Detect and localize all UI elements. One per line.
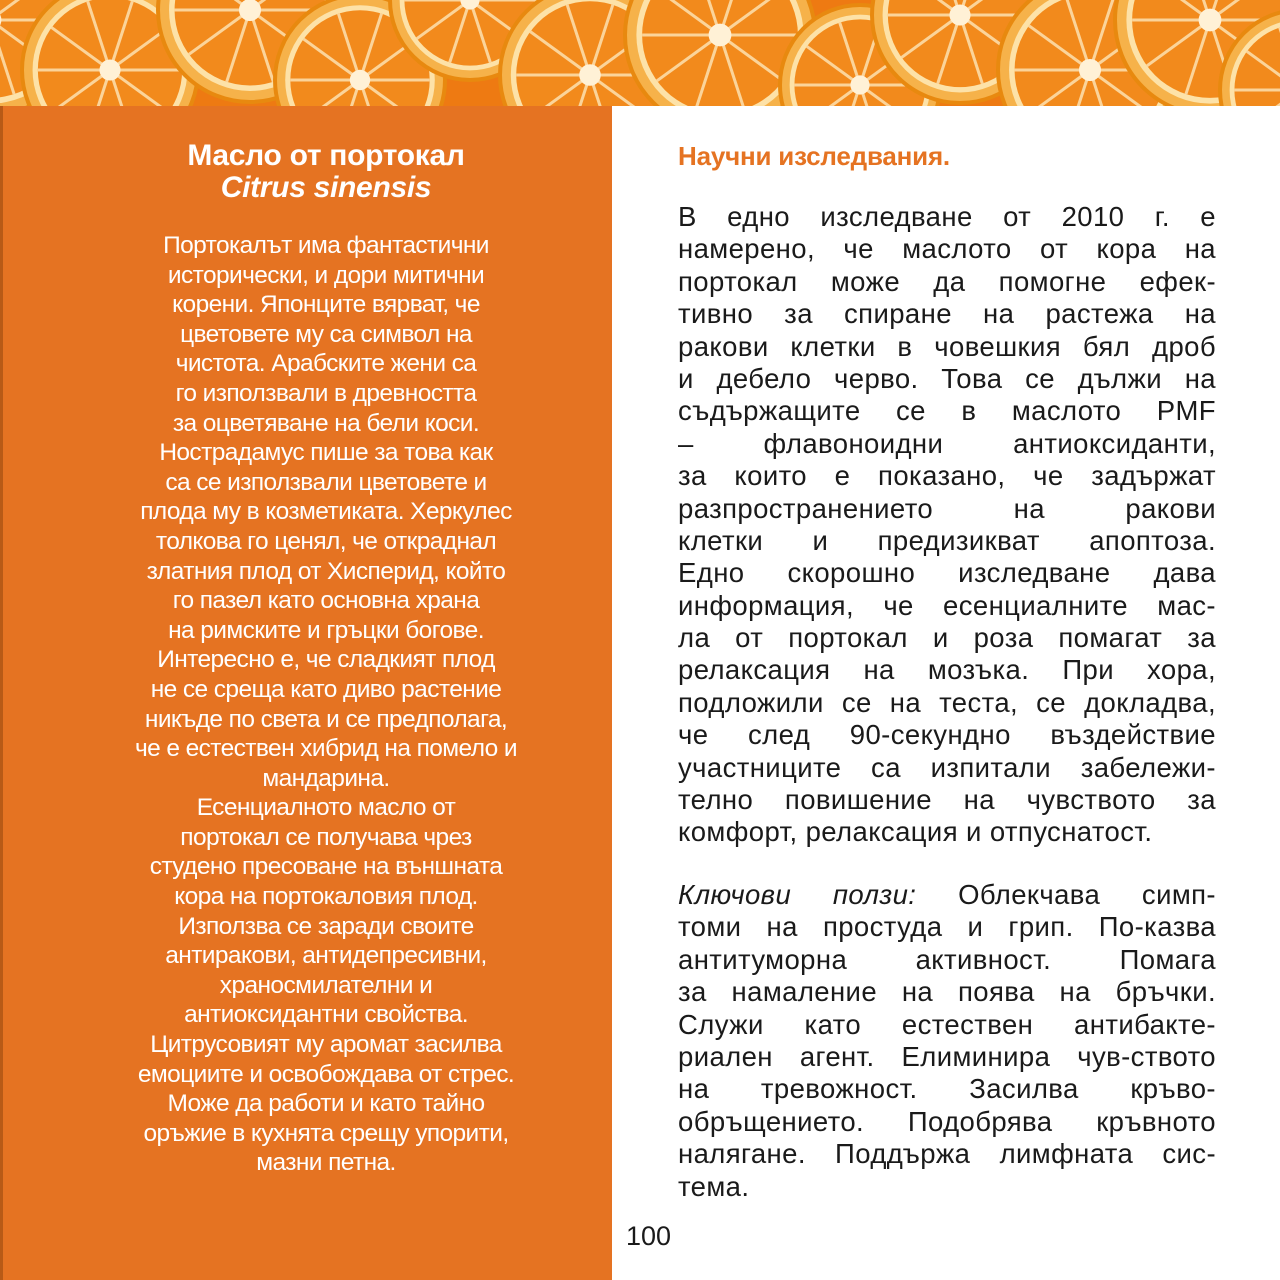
description-line: Портокалът има фантастични bbox=[163, 232, 489, 259]
description-line: за оцветяване на бели коси. bbox=[172, 409, 480, 437]
description-line: оръжие в кухнята срещу упорити, bbox=[143, 1119, 509, 1147]
description-line: Може да работи и като тайно bbox=[167, 1090, 485, 1118]
oil-description bbox=[20, 231, 632, 1178]
research-line: разпространението на ракови bbox=[678, 492, 1216, 524]
description-line: кора на портокаловия плод. bbox=[174, 883, 478, 911]
description-line: са се използвали цветовете и bbox=[165, 468, 487, 496]
description-line: антиракови, антидепресивни, bbox=[165, 942, 487, 970]
benefits-line: за намаление на поява на бръчки. bbox=[678, 976, 1216, 1008]
benefits-line: антитуморна активност. Помага bbox=[678, 943, 1216, 975]
description-line: го пазел като основна храна bbox=[172, 587, 480, 615]
description-line: толкова го ценял, че откраднал bbox=[155, 527, 497, 555]
description-line: антиоксидантни свойства. bbox=[184, 1001, 468, 1029]
key-benefits-paragraph bbox=[678, 879, 1216, 1203]
description-line: цветовете му са символ на bbox=[180, 320, 472, 348]
page-number: 100 bbox=[626, 1221, 672, 1251]
research-line: и дебело черво. Това се дължи на bbox=[678, 362, 1216, 394]
description-line: Използва се заради своите bbox=[178, 912, 474, 940]
description-line: не се среща като диво растение bbox=[150, 675, 502, 703]
description-line: чистота. Арабските жени са bbox=[175, 350, 477, 378]
key-benefits-label: Ключови ползи: bbox=[678, 879, 917, 910]
description-line: храносмилателни и bbox=[219, 971, 433, 999]
research-line: съдържащите се в маслото PMF bbox=[678, 395, 1216, 427]
oil-title: Масло от портокал bbox=[187, 139, 465, 172]
description-line: исторически, и дори митични bbox=[167, 261, 485, 289]
description-line: на римските и гръцки богове. bbox=[168, 616, 484, 644]
benefits-line: налягане. Поддържа лимфната сис- bbox=[678, 1138, 1216, 1170]
research-line: В едно изследване от 2010 г. е bbox=[678, 201, 1216, 232]
description-line: никъде по света и се предполага, bbox=[144, 705, 508, 733]
description-line: че е естествен хибрид на помело и bbox=[134, 735, 518, 763]
research-paragraph bbox=[678, 201, 1216, 849]
description-line: Есенциалното масло от bbox=[196, 794, 456, 822]
research-line: за които е показано, че задържат bbox=[678, 460, 1216, 492]
benefits-first-text: Облекчава симп- bbox=[916, 879, 1216, 910]
description-line: Интересно е, че сладкият плод bbox=[157, 646, 495, 674]
research-line: подложили се на теста, се докладва, bbox=[678, 686, 1216, 718]
description-line: го използвали в древността bbox=[175, 379, 477, 407]
description-line: плода му в козметиката. Херкулес bbox=[140, 498, 512, 526]
research-line: портокал може да помогне ефек- bbox=[678, 265, 1216, 297]
research-line: – флавоноидни антиоксиданти, bbox=[678, 427, 1216, 459]
benefits-line: томи на простуда и грип. По-казва bbox=[678, 911, 1216, 943]
benefits-lines bbox=[678, 911, 1216, 1203]
research-heading: Научни изследвания. bbox=[678, 141, 950, 171]
research-line: релаксация на мозъка. При хора, bbox=[678, 654, 1216, 686]
benefits-line: тема. bbox=[678, 1170, 750, 1202]
research-line: комфорт, релаксация и отпуснатост. bbox=[678, 816, 1153, 848]
benefits-line-first bbox=[678, 879, 1216, 911]
benefits-line: Служи като естествен антибакте- bbox=[678, 1008, 1216, 1040]
benefits-line: риален агент. Елиминира чув-ството bbox=[678, 1040, 1216, 1072]
description-line: портокал се получава чрез bbox=[180, 823, 472, 851]
research-line: информация, че есенциалните мас- bbox=[678, 589, 1216, 621]
benefits-line: обръщението. Подобрява кръвното bbox=[678, 1105, 1216, 1137]
research-line: че след 90-секундно въздействие bbox=[678, 719, 1216, 751]
description-line: мандарина. bbox=[262, 764, 390, 792]
description-line: емоциите и освобождава от стрес. bbox=[137, 1060, 515, 1088]
description-line: Нострадамус пише за това как bbox=[159, 439, 493, 467]
research-line: телно повишение на чувството за bbox=[678, 784, 1216, 816]
research-line: намерено, че маслото от кора на bbox=[678, 233, 1216, 265]
research-line: клетки и предизикват апоптоза. bbox=[678, 524, 1216, 556]
description-line: корени. Японците вярват, че bbox=[172, 291, 480, 319]
orange-slices-image bbox=[0, 0, 1280, 106]
description-line: мазни петна. bbox=[256, 1149, 396, 1177]
orange-slices-banner bbox=[0, 0, 1280, 106]
research-line: ракови клетки в човешкия бял дроб bbox=[678, 330, 1216, 362]
description-line: студено пресоване на външната bbox=[149, 853, 503, 881]
description-line: Цитрусовият му аромат засилва bbox=[150, 1031, 502, 1059]
research-line: участниците са изпитали забележи- bbox=[678, 751, 1216, 783]
research-line: Едно скорошно изследване дава bbox=[678, 557, 1216, 589]
oil-latin-name: Citrus sinensis bbox=[220, 171, 432, 204]
research-line: тивно за спиране на растежа на bbox=[678, 298, 1216, 330]
benefits-line: на тревожност. Засилва кръво- bbox=[678, 1073, 1216, 1105]
left-panel-edge bbox=[0, 106, 3, 1280]
research-line: ла от портокал и роза помагат за bbox=[678, 622, 1216, 654]
description-line: златния плод от Хисперид, който bbox=[146, 557, 506, 585]
